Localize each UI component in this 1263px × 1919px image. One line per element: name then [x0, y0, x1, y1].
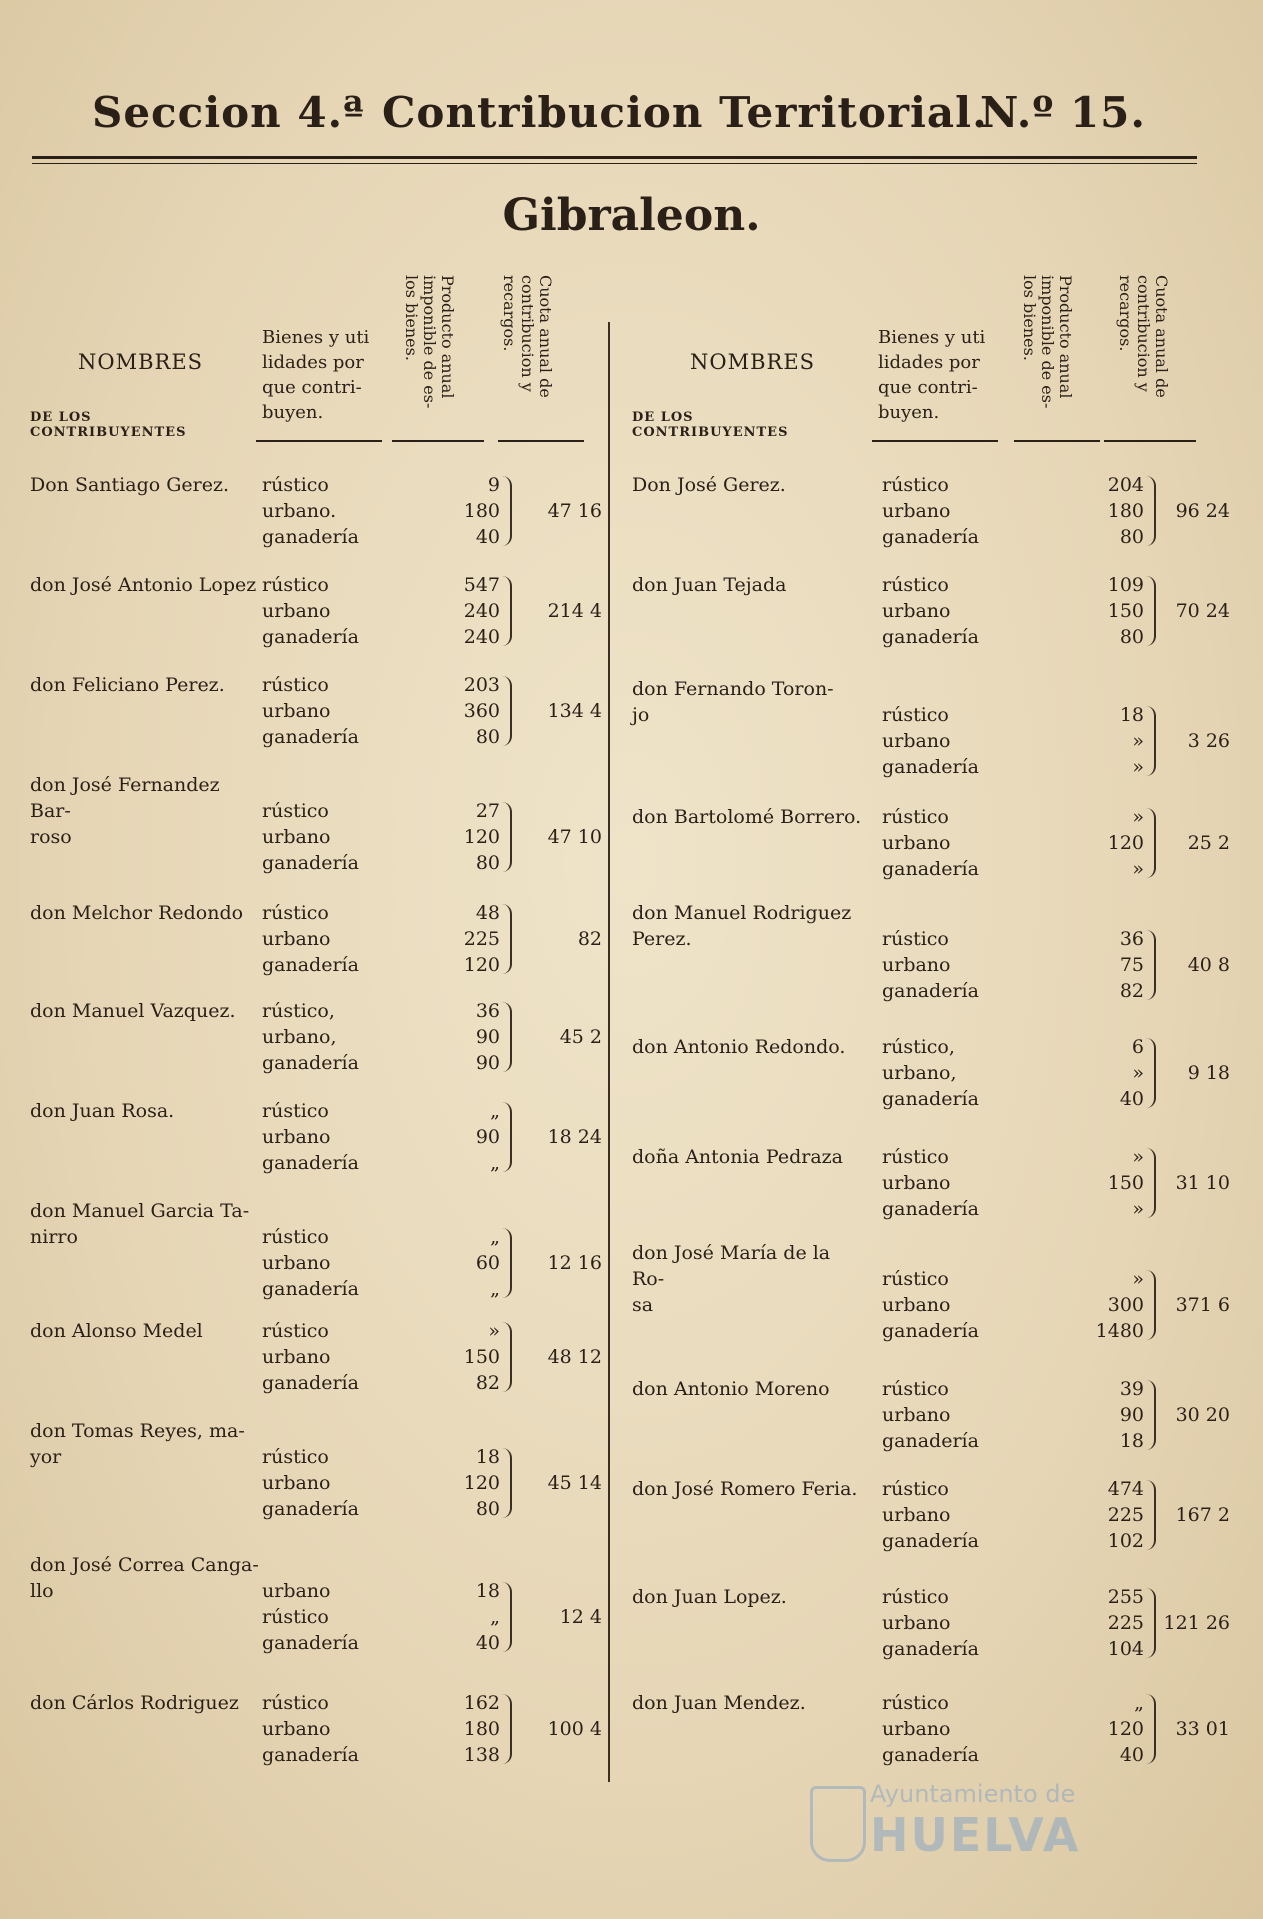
producto-values	[440, 672, 500, 750]
bienes-header-right: Bienes y uti lidades por que contri- buyen.	[878, 327, 986, 423]
property-type: urbano	[262, 700, 331, 722]
property-type: ganadería	[882, 1430, 979, 1452]
column-divider	[608, 322, 610, 1782]
contributor-name: don José María de la Ro- sa	[632, 1242, 831, 1316]
producto-value: 225	[1107, 1504, 1144, 1526]
town-title: Gibraleon.	[502, 190, 761, 241]
cuota-value: 214 4	[547, 600, 602, 622]
property-type: rústico	[882, 574, 949, 596]
cuota-value: 12 16	[547, 1252, 602, 1274]
property-type: urbano	[262, 1126, 331, 1148]
property-types	[262, 672, 372, 750]
cuota-underline	[498, 440, 584, 442]
contribuyentes-header-right: DE LOS CONTRIBUYENTES	[632, 410, 789, 440]
property-type: urbano,	[882, 1062, 957, 1084]
property-types	[882, 1690, 992, 1768]
property-type: rústico	[262, 1606, 329, 1628]
contributor-name: don Fernando Toron- jo	[632, 678, 834, 726]
property-type: ganadería	[262, 1152, 359, 1174]
page-header	[0, 88, 1263, 148]
cuota-value: 167 2	[1175, 1504, 1230, 1526]
contributor-name: don Juan Lopez.	[632, 1586, 787, 1608]
property-type: rústico	[262, 1226, 329, 1248]
property-type: rústico	[262, 902, 329, 924]
producto-values	[440, 472, 500, 550]
producto-values	[440, 1098, 500, 1176]
producto-value: »	[1132, 806, 1144, 828]
property-type: ganadería	[882, 858, 979, 880]
property-type: rústico	[882, 928, 949, 950]
property-types	[262, 1098, 372, 1176]
contributor-name: Don José Gerez.	[632, 474, 786, 496]
producto-value: 240	[463, 626, 500, 648]
property-type: ganadería	[262, 1744, 359, 1766]
property-type: rústico	[882, 1692, 949, 1714]
cuota-value: 45 14	[547, 1472, 602, 1494]
producto-value: 40	[1119, 1744, 1144, 1766]
producto-values	[440, 1578, 500, 1656]
contributor-name: don Juan Mendez.	[632, 1692, 806, 1714]
contributor-name: doña Antonia Pedraza	[632, 1146, 844, 1168]
cuota-value: 48 12	[547, 1346, 602, 1368]
shield-icon	[810, 1786, 866, 1862]
cuota-header-right: Cuota anual de contribucion y recargos.	[1116, 275, 1171, 398]
header-rule-thin	[32, 163, 1197, 164]
producto-value: 180	[1107, 500, 1144, 522]
producto-values	[440, 572, 500, 650]
producto-value: 104	[1107, 1638, 1144, 1660]
producto-values	[440, 1690, 500, 1768]
producto-value: 40	[475, 1632, 500, 1654]
property-type: ganadería	[882, 1638, 979, 1660]
contributor-name: don Bartolomé Borrero.	[632, 806, 862, 828]
property-types	[882, 702, 992, 780]
producto-values	[440, 798, 500, 876]
producto-value: 225	[463, 928, 500, 950]
property-types	[262, 1318, 372, 1396]
property-type: ganadería	[882, 1198, 979, 1220]
producto-value: 90	[475, 1052, 500, 1074]
producto-value: „	[490, 1278, 500, 1300]
property-types	[262, 900, 372, 978]
producto-values	[440, 998, 500, 1076]
producto-value: 240	[463, 600, 500, 622]
bienes-underline	[256, 440, 382, 442]
property-type: rústico	[882, 1478, 949, 1500]
contributor-name: don Antonio Redondo.	[632, 1036, 846, 1058]
producto-value: 80	[475, 726, 500, 748]
bienes-header: Bienes y uti lidades por que contri- buyen.	[262, 327, 370, 423]
producto-underline-right	[1014, 440, 1100, 442]
property-type: ganadería	[882, 1088, 979, 1110]
producto-value: 120	[463, 826, 500, 848]
section-label: Seccion 4.ª	[92, 88, 365, 137]
property-type: urbano	[882, 1294, 951, 1316]
property-types	[882, 926, 992, 1004]
property-type: urbano	[882, 1718, 951, 1740]
property-types	[882, 1034, 992, 1112]
producto-value: 80	[1119, 526, 1144, 548]
producto-value: 120	[463, 954, 500, 976]
property-type: urbano.	[262, 500, 337, 522]
property-type: rústico	[262, 1100, 329, 1122]
contributor-name: don Manuel Vazquez.	[30, 1000, 236, 1022]
producto-value: 27	[475, 800, 500, 822]
property-type: rústico,	[882, 1036, 955, 1058]
cuota-underline-right	[1104, 440, 1196, 442]
producto-value: „	[490, 1152, 500, 1174]
contributor-name: Don Santiago Gerez.	[30, 474, 230, 496]
contributor-name: don Feliciano Perez.	[30, 674, 225, 696]
producto-value: 162	[463, 1692, 500, 1714]
cuota-value: 47 16	[547, 500, 602, 522]
producto-value: 180	[463, 1718, 500, 1740]
producto-header-right: Producto anual imponible de es- los bienes.	[1020, 275, 1075, 409]
property-types	[882, 1266, 992, 1344]
page-title: Contribucion Territorial.	[382, 88, 988, 137]
producto-value: 138	[463, 1744, 500, 1766]
producto-value: 360	[463, 700, 500, 722]
producto-values	[440, 1444, 500, 1522]
contributor-name: don Juan Rosa.	[30, 1100, 175, 1122]
cuota-value: 47 10	[547, 826, 602, 848]
producto-value: 474	[1107, 1478, 1144, 1500]
cuota-value: 33 01	[1175, 1718, 1230, 1740]
bienes-underline-right	[872, 440, 998, 442]
producto-value: »	[488, 1320, 500, 1342]
contributor-name: don José Romero Feria.	[632, 1478, 858, 1500]
producto-values	[440, 1224, 500, 1302]
producto-value: 547	[463, 574, 500, 596]
property-types	[262, 1444, 372, 1522]
producto-value: 6	[1131, 1036, 1144, 1058]
property-types	[262, 798, 372, 876]
property-type: urbano	[882, 1504, 951, 1526]
cuota-value: 40 8	[1187, 954, 1230, 976]
watermark	[870, 1780, 1080, 1862]
property-types	[262, 998, 372, 1076]
producto-value: 82	[1119, 980, 1144, 1002]
producto-value: 82	[475, 1372, 500, 1394]
producto-value: 120	[463, 1472, 500, 1494]
property-types	[882, 1476, 992, 1554]
producto-value: 255	[1107, 1586, 1144, 1608]
property-types	[262, 1690, 372, 1768]
property-type: urbano	[262, 1718, 331, 1740]
producto-value: „	[1134, 1692, 1144, 1714]
cuota-value: 12 4	[559, 1606, 602, 1628]
cuota-value: 121 26	[1163, 1612, 1230, 1634]
property-type: urbano	[262, 1252, 331, 1274]
property-types	[882, 1584, 992, 1662]
cuota-value: 96 24	[1175, 500, 1230, 522]
producto-value: 109	[1107, 574, 1144, 596]
property-type: rústico	[262, 1692, 329, 1714]
property-type: ganadería	[882, 1744, 979, 1766]
property-type: ganadería	[882, 756, 979, 778]
producto-value: »	[1132, 1062, 1144, 1084]
property-type: ganadería	[262, 1278, 359, 1300]
contributor-name: don Melchor Redondo	[30, 902, 244, 924]
producto-values	[440, 900, 500, 978]
property-type: urbano	[262, 1346, 331, 1368]
property-type: urbano,	[262, 1026, 337, 1048]
cuota-value: 70 24	[1175, 600, 1230, 622]
property-type: rústico	[262, 800, 329, 822]
property-types	[882, 804, 992, 882]
producto-value: »	[1132, 730, 1144, 752]
property-type: urbano	[262, 928, 331, 950]
producto-value: 18	[1119, 704, 1144, 726]
property-type: ganadería	[262, 626, 359, 648]
producto-value: „	[490, 1100, 500, 1122]
contribuyentes-header: DE LOS CONTRIBUYENTES	[30, 410, 187, 440]
producto-header: Producto anual imponible de es- los bienes.	[402, 275, 457, 409]
producto-value: »	[1132, 1146, 1144, 1168]
producto-value: 80	[475, 852, 500, 874]
property-type: ganadería	[882, 1320, 979, 1342]
producto-values	[440, 1318, 500, 1396]
producto-value: 36	[475, 1000, 500, 1022]
property-type: rústico	[882, 1268, 949, 1290]
property-type: ganadería	[882, 526, 979, 548]
property-type: rústico	[262, 1320, 329, 1342]
contributor-name: don José Correa Canga- llo	[30, 1554, 259, 1602]
producto-value: »	[1132, 858, 1144, 880]
property-type: ganadería	[262, 852, 359, 874]
property-type: urbano	[262, 1580, 331, 1602]
property-type: urbano	[882, 954, 951, 976]
property-types	[882, 1376, 992, 1454]
property-type: ganadería	[262, 1052, 359, 1074]
producto-value: »	[1132, 1198, 1144, 1220]
property-type: urbano	[882, 1612, 951, 1634]
property-type: rústico	[882, 704, 949, 726]
producto-value: 9	[487, 474, 500, 496]
producto-value: 36	[1119, 928, 1144, 950]
property-type: urbano	[882, 600, 951, 622]
producto-value: 150	[1107, 600, 1144, 622]
property-type: ganadería	[262, 526, 359, 548]
producto-value: 90	[1119, 1404, 1144, 1426]
property-type: rústico	[262, 674, 329, 696]
cuota-value: 18 24	[547, 1126, 602, 1148]
nombres-header-right: NOMBRES	[690, 350, 816, 374]
property-types	[262, 1224, 372, 1302]
producto-value: „	[490, 1226, 500, 1248]
property-types	[262, 1578, 372, 1656]
producto-value: 204	[1107, 474, 1144, 496]
property-type: urbano	[262, 826, 331, 848]
producto-value: 75	[1119, 954, 1144, 976]
producto-value: 225	[1107, 1612, 1144, 1634]
property-types	[882, 1144, 992, 1222]
producto-value: 18	[475, 1446, 500, 1468]
property-type: ganadería	[262, 1498, 359, 1520]
watermark-line2: HUELVA	[870, 1808, 1081, 1862]
contributor-name: don Alonso Medel	[30, 1320, 203, 1342]
property-type: rústico	[882, 474, 949, 496]
producto-value: 60	[475, 1252, 500, 1274]
producto-value: 150	[1107, 1172, 1144, 1194]
cuota-value: 30 20	[1175, 1404, 1230, 1426]
producto-value: 150	[463, 1346, 500, 1368]
property-type: ganadería	[882, 1530, 979, 1552]
cuota-value: 371 6	[1175, 1294, 1230, 1316]
cuota-value: 134 4	[547, 700, 602, 722]
property-type: urbano	[262, 1472, 331, 1494]
property-type: urbano	[882, 730, 951, 752]
property-type: urbano	[882, 1172, 951, 1194]
property-type: rústico	[262, 1446, 329, 1468]
producto-value: »	[1132, 756, 1144, 778]
property-type: rústico	[882, 1378, 949, 1400]
producto-value: 18	[1119, 1430, 1144, 1452]
producto-value: 80	[475, 1498, 500, 1520]
contributor-name: don Manuel Garcia Ta- nirro	[30, 1200, 250, 1248]
property-types	[262, 472, 372, 550]
cuota-value: 9 18	[1187, 1062, 1230, 1084]
producto-value: 102	[1107, 1530, 1144, 1552]
contributor-name: don José Fernandez Bar- roso	[30, 774, 220, 848]
producto-value: 90	[475, 1126, 500, 1148]
property-type: urbano	[882, 500, 951, 522]
contributor-name: don José Antonio Lopez	[30, 574, 257, 596]
property-types	[882, 472, 992, 550]
producto-value: 39	[1119, 1378, 1144, 1400]
cuota-value: 3 26	[1187, 730, 1230, 752]
property-type: rústico	[882, 1586, 949, 1608]
cuota-value: 45 2	[559, 1026, 602, 1048]
property-type: ganadería	[882, 626, 979, 648]
producto-value: »	[1132, 1268, 1144, 1290]
producto-value: 300	[1107, 1294, 1144, 1316]
property-type: rústico	[262, 574, 329, 596]
page-number: N.º 15.	[980, 88, 1147, 137]
nombres-header: NOMBRES	[78, 350, 204, 374]
cuota-value: 82	[577, 928, 602, 950]
producto-value: 203	[463, 674, 500, 696]
producto-value: 40	[475, 526, 500, 548]
contributor-name: don Cárlos Rodriguez	[30, 1692, 239, 1714]
cuota-value: 31 10	[1175, 1172, 1230, 1194]
property-type: rústico,	[262, 1000, 335, 1022]
property-type: rústico	[882, 1146, 949, 1168]
producto-value: 40	[1119, 1088, 1144, 1110]
producto-value: 90	[475, 1026, 500, 1048]
producto-value: 120	[1107, 1718, 1144, 1740]
property-type: rústico	[262, 474, 329, 496]
producto-value: „	[490, 1606, 500, 1628]
producto-value: 120	[1107, 832, 1144, 854]
cuota-value: 100 4	[547, 1718, 602, 1740]
property-types	[262, 572, 372, 650]
property-type: urbano	[882, 1404, 951, 1426]
property-type: urbano	[262, 600, 331, 622]
contributor-name: don Juan Tejada	[632, 574, 787, 596]
contributor-name: don Antonio Moreno	[632, 1378, 830, 1400]
producto-value: 48	[475, 902, 500, 924]
watermark-line1: Ayuntamiento de	[870, 1780, 1076, 1808]
producto-value: 80	[1119, 626, 1144, 648]
header-rule	[32, 156, 1197, 159]
producto-value: 18	[475, 1580, 500, 1602]
property-type: rústico	[882, 806, 949, 828]
contributor-name: don Tomas Reyes, ma- yor	[30, 1420, 245, 1468]
property-type: ganadería	[262, 1632, 359, 1654]
producto-underline	[392, 440, 484, 442]
cuota-header: Cuota anual de contribucion y recargos.	[500, 275, 555, 398]
producto-value: 1480	[1095, 1320, 1144, 1342]
producto-value: 180	[463, 500, 500, 522]
cuota-value: 25 2	[1187, 832, 1230, 854]
property-types	[882, 572, 992, 650]
property-type: ganadería	[262, 954, 359, 976]
property-type: urbano	[882, 832, 951, 854]
property-type: ganadería	[262, 1372, 359, 1394]
contributor-name: don Manuel Rodriguez Perez.	[632, 902, 852, 950]
property-type: ganadería	[262, 726, 359, 748]
property-type: ganadería	[882, 980, 979, 1002]
